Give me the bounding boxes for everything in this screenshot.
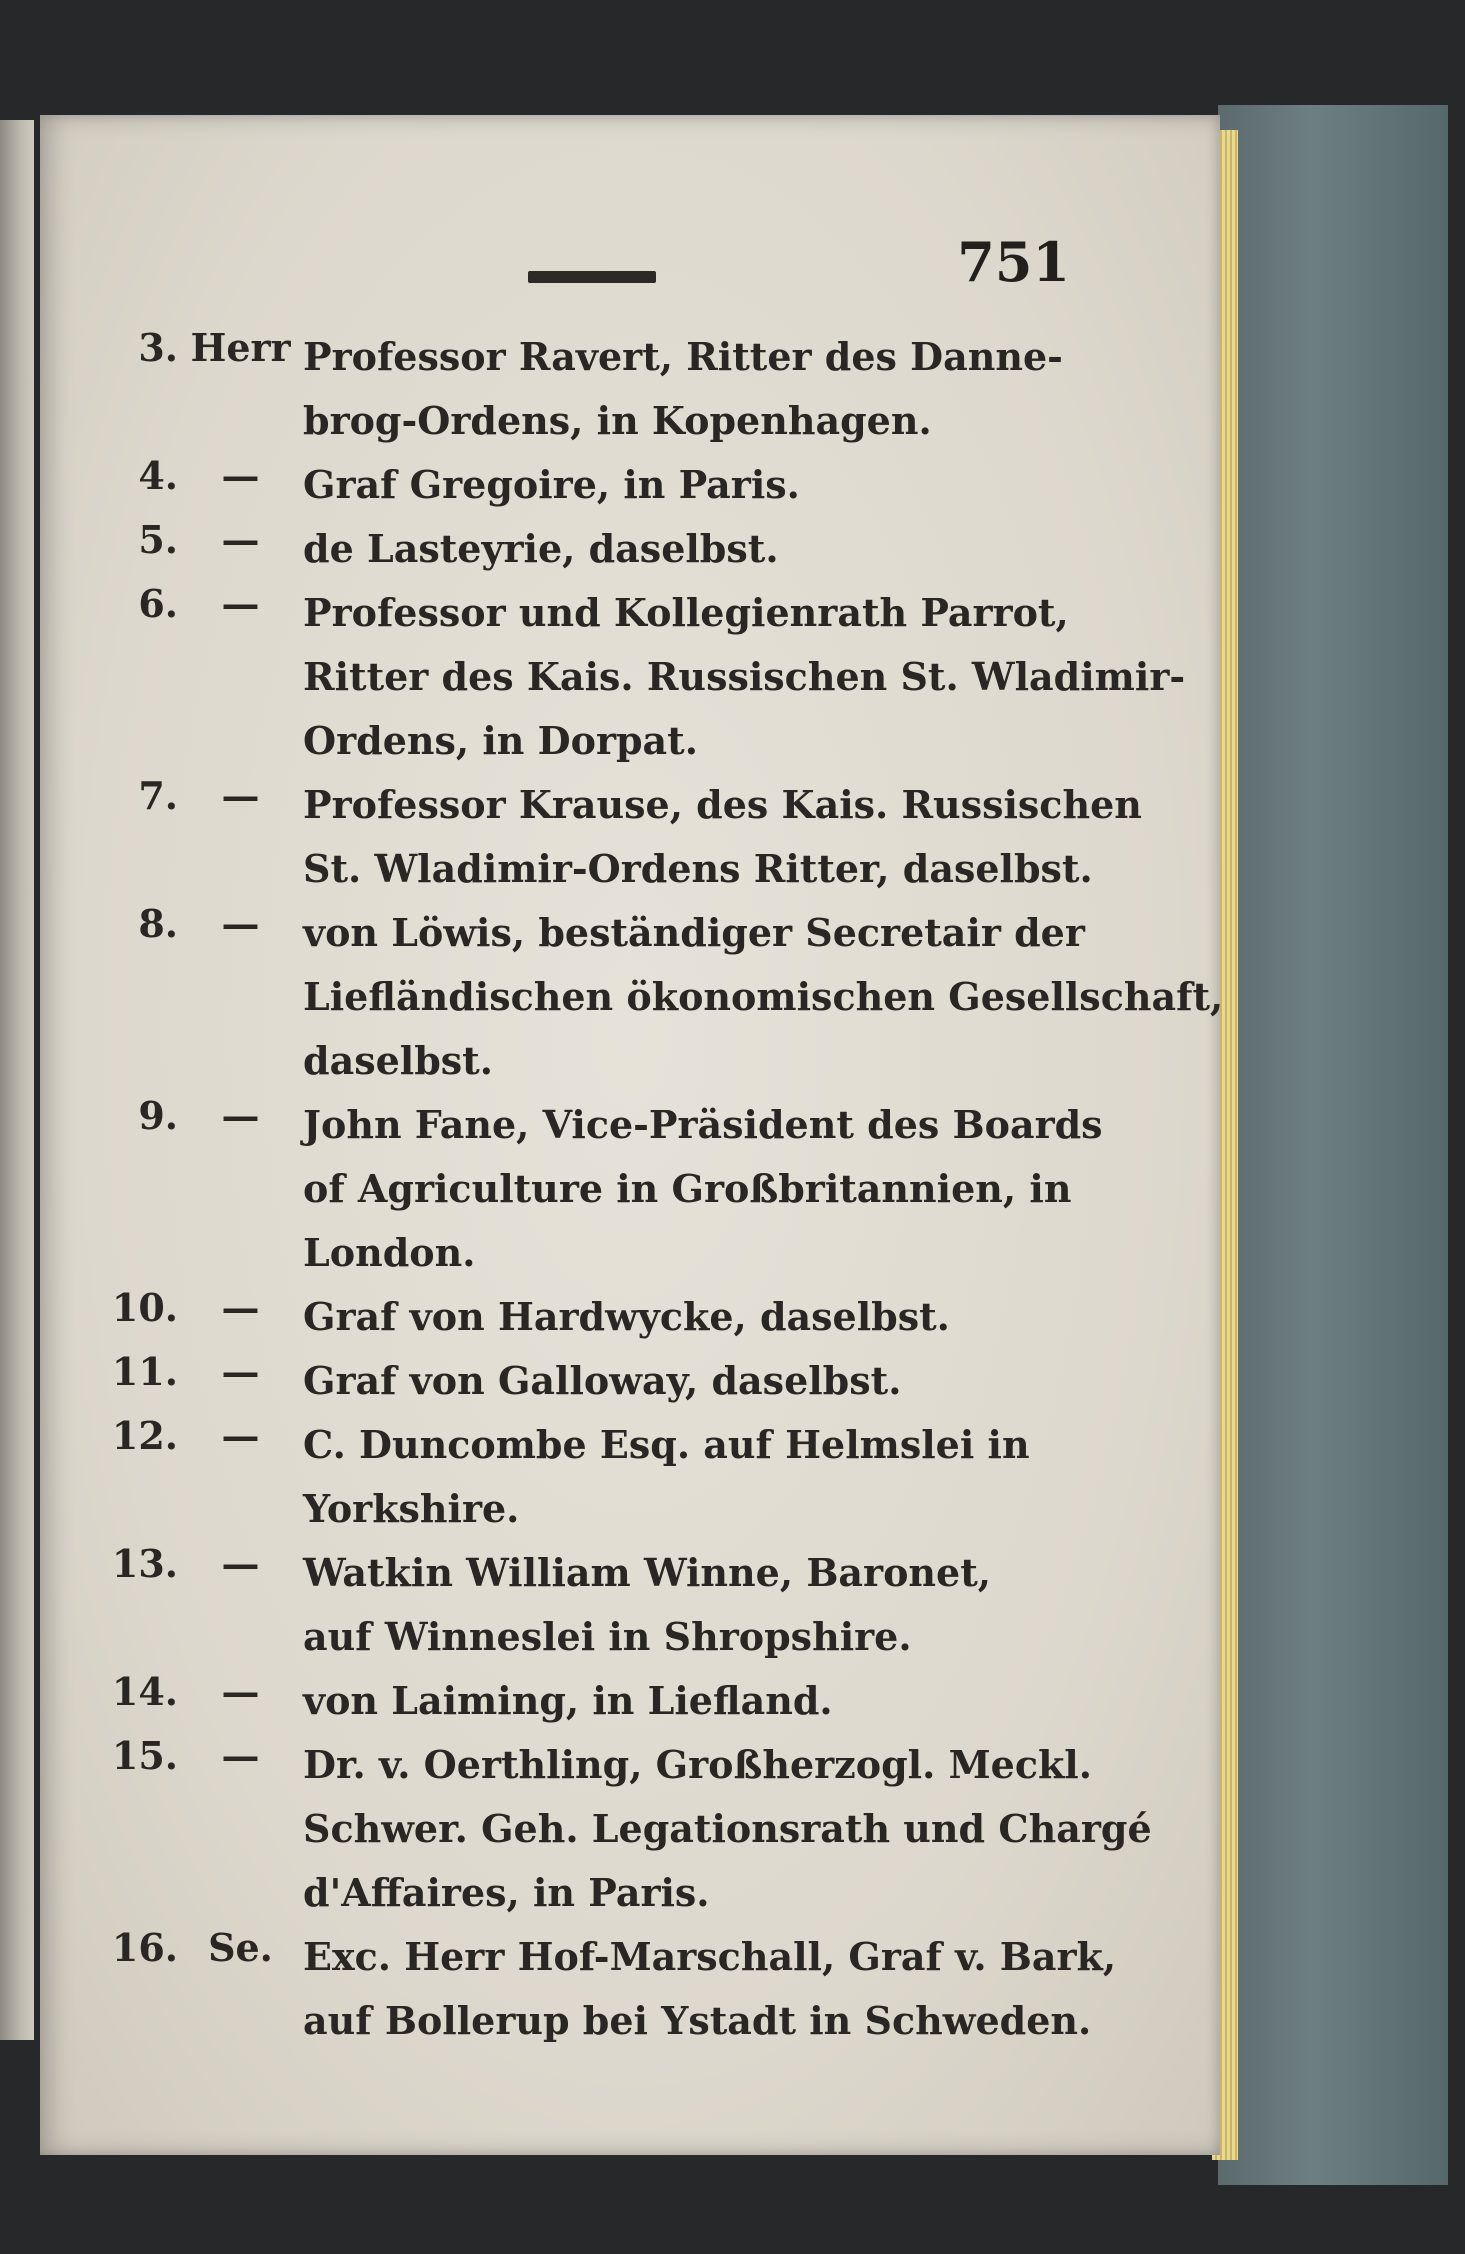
entry-text <box>303 1541 1100 1669</box>
entry-number: 10. <box>111 1285 178 1330</box>
entry-line: of Agriculture in Großbritannien, in <box>303 1166 1072 1211</box>
entry-number: 3. <box>138 325 178 370</box>
list-entry <box>100 773 1142 901</box>
entry-line: John Fane, Vice-Präsident des Boards <box>303 1102 1103 1147</box>
entry-line: brog-Ordens, in Kopenhagen. <box>303 398 932 443</box>
entry-text <box>303 1093 1103 1285</box>
entry-line: Professor Ravert, Ritter des Danne- <box>303 334 1063 379</box>
entry-line: Graf Gregoire, in Paris. <box>303 462 800 507</box>
member-list <box>100 325 1224 2053</box>
list-entry <box>100 1925 1117 2053</box>
entry-line: Watkin William Winne, Baronet, <box>303 1550 992 1595</box>
entry-marker: — <box>221 581 260 626</box>
entry-number: 7. <box>138 773 178 818</box>
entry-text <box>303 1669 1100 1733</box>
list-entry <box>100 1413 1100 1541</box>
entry-line: St. Wladimir-Ordens Ritter, daselbst. <box>303 846 1093 891</box>
entry-line: auf Bollerup bei Ystadt in Schweden. <box>303 1998 1092 2043</box>
entry-text <box>303 1285 1100 1349</box>
entry-line: daselbst. <box>303 1038 493 1083</box>
entry-text <box>303 1733 1152 1925</box>
previous-page-edge <box>0 120 34 2040</box>
book-cover-edge <box>1218 105 1448 2185</box>
entry-text <box>303 453 1100 517</box>
entry-line: C. Duncombe Esq. auf Helmslei in <box>303 1422 1030 1467</box>
entry-text <box>303 1349 1100 1413</box>
entry-line: Professor und Kollegienrath Parrot, <box>303 590 1069 635</box>
entry-marker: Herr <box>190 325 291 370</box>
entry-line: London. <box>303 1230 476 1275</box>
list-entry <box>100 325 1100 453</box>
entry-line: Liefländischen ökonomischen Gesellschaft, <box>303 974 1224 1019</box>
entry-line: Ritter des Kais. Russischen St. Wladimir- <box>303 654 1186 699</box>
entry-line: von Laiming, in Liefland. <box>303 1678 833 1723</box>
entry-line: Ordens, in Dorpat. <box>303 718 698 763</box>
list-entry <box>100 517 1100 581</box>
entry-number: 15. <box>111 1733 178 1778</box>
list-entry <box>100 1349 1100 1413</box>
list-entry <box>100 453 1100 517</box>
entry-marker: — <box>221 901 260 946</box>
entry-marker: — <box>221 453 260 498</box>
entry-marker: — <box>221 1413 260 1458</box>
entry-line: von Löwis, beständiger Secretair der <box>303 910 1085 955</box>
entry-number: 5. <box>138 517 178 562</box>
list-entry <box>100 1733 1152 1925</box>
entry-line: Dr. v. Oerthling, Großherzogl. Meckl. <box>303 1742 1092 1787</box>
page-number: 751 <box>957 230 1070 294</box>
list-entry <box>100 901 1224 1093</box>
list-entry <box>100 1093 1103 1285</box>
entry-number: 4. <box>138 453 178 498</box>
entry-marker: — <box>221 1349 260 1394</box>
list-entry <box>100 1669 1100 1733</box>
entry-number: 6. <box>138 581 178 626</box>
entry-text <box>303 581 1185 773</box>
entry-marker: — <box>221 1733 260 1778</box>
entry-marker: — <box>221 1541 260 1586</box>
entry-marker: — <box>221 1093 260 1138</box>
entry-number: 11. <box>111 1349 178 1394</box>
header-ornament-rule <box>528 271 656 283</box>
entry-line: Exc. Herr Hof-Marschall, Graf v. Bark, <box>303 1934 1117 1979</box>
entry-line: Graf von Hardwycke, daselbst. <box>303 1294 950 1339</box>
entry-marker: Se. <box>208 1925 273 1970</box>
entry-line: Graf von Galloway, daselbst. <box>303 1358 902 1403</box>
entry-number: 14. <box>111 1669 178 1714</box>
entry-text <box>303 773 1142 901</box>
entry-marker: — <box>221 1669 260 1714</box>
entry-text <box>303 1413 1100 1541</box>
entry-line: Professor Krause, des Kais. Russischen <box>303 782 1142 827</box>
entry-text <box>303 325 1100 453</box>
entry-line: auf Winneslei in Shropshire. <box>303 1614 912 1659</box>
entry-line: Yorkshire. <box>303 1486 520 1531</box>
entry-text <box>303 517 1100 581</box>
list-entry <box>100 1285 1100 1349</box>
entry-line: Schwer. Geh. Legationsrath und Chargé <box>303 1806 1152 1851</box>
entry-number: 8. <box>138 901 178 946</box>
entry-marker: — <box>221 517 260 562</box>
entry-number: 13. <box>111 1541 178 1586</box>
list-entry <box>100 581 1186 773</box>
entry-text <box>303 901 1223 1093</box>
entry-number: 12. <box>111 1413 178 1458</box>
entry-marker: — <box>221 1285 260 1330</box>
entry-number: 9. <box>138 1093 178 1138</box>
entry-line: d'Affaires, in Paris. <box>303 1870 710 1915</box>
list-entry <box>100 1541 1100 1669</box>
entry-number: 16. <box>111 1925 178 1970</box>
entry-marker: — <box>221 773 260 818</box>
entry-line: de Lasteyrie, daselbst. <box>303 526 779 571</box>
entry-text <box>303 1925 1116 2053</box>
